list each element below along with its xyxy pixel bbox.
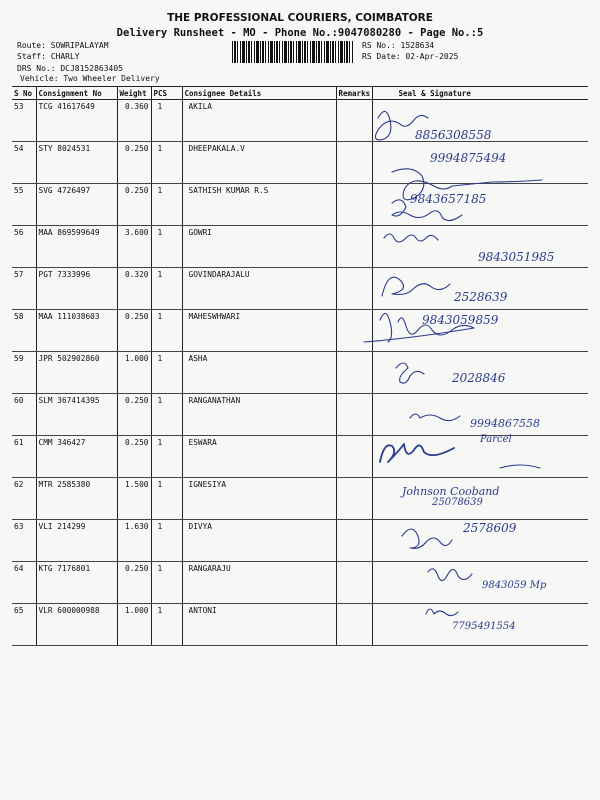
cell-pcs: 1 xyxy=(151,184,182,226)
cell-weight: 0.320 xyxy=(117,268,151,310)
cell-remarks xyxy=(336,142,372,184)
col-weight: Weight xyxy=(117,87,151,100)
cell-pcs: 1 xyxy=(151,226,182,268)
handwriting-61: Parcel xyxy=(480,434,512,445)
table-row xyxy=(12,100,588,142)
col-remarks: Remarks xyxy=(336,87,372,100)
table-row xyxy=(12,604,588,646)
cell-consignment: CMM 346427 xyxy=(36,436,117,478)
runsheet-subtitle: Delivery Runsheet - MO - Phone No.:9047080280 - Page No.:5 xyxy=(116,27,484,39)
drs-number: DRS No.: DCJ8152863405 xyxy=(17,64,123,73)
cell-weight: 1.630 xyxy=(117,520,151,562)
handwriting-56: 9843051985 xyxy=(478,250,555,264)
handwriting-63: 2578609 xyxy=(463,521,517,535)
cell-sno: 59 xyxy=(12,352,36,394)
cell-consignee: DHEEPAKALA.V xyxy=(182,142,336,184)
cell-consignment: TCG 41617649 xyxy=(36,100,117,142)
barcode-image xyxy=(232,41,354,63)
cell-consignee: ANTONI xyxy=(182,604,336,646)
cell-sno: 57 xyxy=(12,268,36,310)
handwriting-60: 9994867558 xyxy=(470,417,540,430)
cell-remarks xyxy=(336,100,372,142)
cell-sno: 63 xyxy=(12,520,36,562)
cell-consignee: RANGANATHAN xyxy=(182,394,336,436)
cell-consignee: GOWRI xyxy=(182,226,336,268)
cell-weight: 0.360 xyxy=(117,100,151,142)
table-row xyxy=(12,310,588,352)
cell-consignment: MTR 2585380 xyxy=(36,478,117,520)
table-row xyxy=(12,394,588,436)
cell-signature xyxy=(372,520,588,562)
cell-sno: 53 xyxy=(12,100,36,142)
col-consignee: Consignee Details xyxy=(182,87,336,100)
cell-consignment: JPR 502902860 xyxy=(36,352,117,394)
cell-signature xyxy=(372,562,588,604)
rs-date: RS Date: 02-Apr-2025 xyxy=(362,52,459,61)
handwriting-65: 7795491554 xyxy=(452,621,516,632)
cell-consignment: STY 8024531 xyxy=(36,142,117,184)
col-pcs: PCS xyxy=(151,87,182,100)
cell-weight: 1.000 xyxy=(117,352,151,394)
route-label: Route: SOWRIPALAYAM xyxy=(17,41,109,50)
table-row xyxy=(12,478,588,520)
cell-pcs: 1 xyxy=(151,478,182,520)
table-row xyxy=(12,268,588,310)
cell-consignee: IGNESIYA xyxy=(182,478,336,520)
table-row xyxy=(12,142,588,184)
table-row xyxy=(12,520,588,562)
cell-pcs: 1 xyxy=(151,268,182,310)
cell-consignment: SLM 367414395 xyxy=(36,394,117,436)
cell-sno: 54 xyxy=(12,142,36,184)
cell-remarks xyxy=(336,310,372,352)
cell-signature xyxy=(372,436,588,478)
rs-number: RS No.: 1528634 xyxy=(362,41,435,50)
cell-signature xyxy=(372,100,588,142)
handwriting-55: 9843657185 xyxy=(410,192,487,206)
cell-pcs: 1 xyxy=(151,562,182,604)
cell-consignment: PGT 7333996 xyxy=(36,268,117,310)
cell-pcs: 1 xyxy=(151,520,182,562)
cell-sno: 58 xyxy=(12,310,36,352)
col-sno: S No xyxy=(12,87,36,100)
cell-consignment: VLR 600000988 xyxy=(36,604,117,646)
cell-weight: 0.250 xyxy=(117,310,151,352)
table-row xyxy=(12,184,588,226)
cell-remarks xyxy=(336,562,372,604)
cell-consignment: KTG 7176801 xyxy=(36,562,117,604)
cell-weight: 0.250 xyxy=(117,184,151,226)
cell-consignee: ESWARA xyxy=(182,436,336,478)
table-row xyxy=(12,352,588,394)
cell-pcs: 1 xyxy=(151,310,182,352)
cell-remarks xyxy=(336,352,372,394)
table-header-row xyxy=(12,87,588,100)
cell-weight: 0.250 xyxy=(117,562,151,604)
cell-sno: 55 xyxy=(12,184,36,226)
handwriting-62: Johnson Cooband xyxy=(402,485,500,498)
cell-pcs: 1 xyxy=(151,352,182,394)
cell-remarks xyxy=(336,268,372,310)
cell-consignment: MAA 869599649 xyxy=(36,226,117,268)
cell-signature xyxy=(372,352,588,394)
cell-sno: 62 xyxy=(12,478,36,520)
cell-signature xyxy=(372,394,588,436)
cell-sno: 65 xyxy=(12,604,36,646)
cell-weight: 0.250 xyxy=(117,142,151,184)
vehicle-label: Vehicle: Two Wheeler Delivery xyxy=(20,74,160,83)
table-row xyxy=(12,226,588,268)
cell-remarks xyxy=(336,184,372,226)
cell-weight: 1.000 xyxy=(117,604,151,646)
handwriting-59: 2028846 xyxy=(452,371,506,385)
table-row xyxy=(12,436,588,478)
cell-sno: 61 xyxy=(12,436,36,478)
cell-consignment: SVG 4726497 xyxy=(36,184,117,226)
cell-sno: 60 xyxy=(12,394,36,436)
cell-weight: 1.500 xyxy=(117,478,151,520)
cell-signature xyxy=(372,268,588,310)
cell-pcs: 1 xyxy=(151,604,182,646)
cell-consignee: SATHISH KUMAR R.S xyxy=(182,184,336,226)
cell-pcs: 1 xyxy=(151,100,182,142)
table-row xyxy=(12,562,588,604)
cell-remarks xyxy=(336,226,372,268)
runsheet-table xyxy=(12,86,588,646)
cell-remarks xyxy=(336,520,372,562)
col-consignment: Consignment No xyxy=(36,87,117,100)
handwriting-57: 2528639 xyxy=(454,290,508,304)
cell-consignee: GOVINDARAJALU xyxy=(182,268,336,310)
cell-signature xyxy=(372,226,588,268)
cell-pcs: 1 xyxy=(151,436,182,478)
cell-consignee: RANGARAJU xyxy=(182,562,336,604)
cell-consignee: MAHESWHWARI xyxy=(182,310,336,352)
handwriting-62b: 25078639 xyxy=(432,497,483,508)
cell-consignment: MAA 111038603 xyxy=(36,310,117,352)
cell-signature xyxy=(372,478,588,520)
handwriting-54: 9994875494 xyxy=(430,151,507,165)
cell-consignee: AKILA xyxy=(182,100,336,142)
cell-signature xyxy=(372,184,588,226)
handwriting-58: 9843059859 xyxy=(422,313,499,327)
cell-signature xyxy=(372,310,588,352)
cell-pcs: 1 xyxy=(151,142,182,184)
company-title: THE PROFESSIONAL COURIERS, COIMBATORE xyxy=(167,12,433,24)
cell-consignee: ASHA xyxy=(182,352,336,394)
cell-sno: 64 xyxy=(12,562,36,604)
cell-sno: 56 xyxy=(12,226,36,268)
cell-remarks xyxy=(336,604,372,646)
cell-weight: 0.250 xyxy=(117,394,151,436)
cell-remarks xyxy=(336,436,372,478)
handwriting-53: 8856308558 xyxy=(415,128,492,142)
col-signature: Seal & Signature xyxy=(372,87,588,100)
cell-signature xyxy=(372,604,588,646)
cell-remarks xyxy=(336,394,372,436)
cell-remarks xyxy=(336,478,372,520)
staff-label: Staff: CHARLY xyxy=(17,52,80,61)
cell-consignee: DIVYA xyxy=(182,520,336,562)
cell-consignment: VLI 214299 xyxy=(36,520,117,562)
cell-pcs: 1 xyxy=(151,394,182,436)
cell-weight: 0.250 xyxy=(117,436,151,478)
handwriting-64: 9843059 Mp xyxy=(482,580,547,591)
cell-weight: 3.600 xyxy=(117,226,151,268)
cell-signature xyxy=(372,142,588,184)
